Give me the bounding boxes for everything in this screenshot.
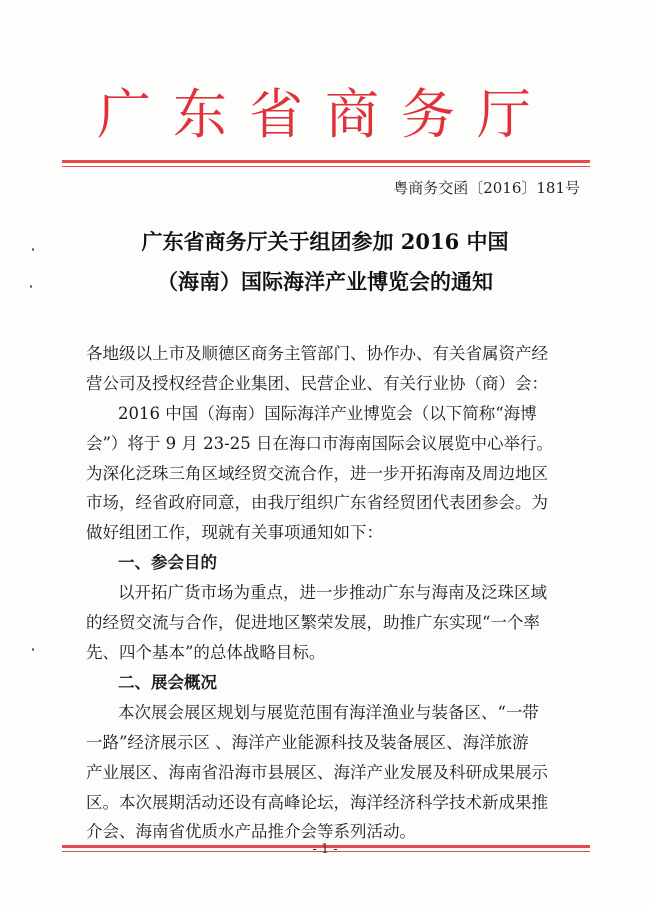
document-title-line-2: （海南）国际海洋产业博览会的通知 (157, 269, 493, 294)
scan-speck (32, 248, 34, 251)
body-line: 本次展会展区规划与展览范围有海洋渔业与装备区、“一带 (118, 703, 539, 722)
body-line: 各地级以上市及顺德区商务主管部门、协作办、有关省属资产经 (86, 344, 548, 363)
letterhead-org-name: 广东省商务厅 (97, 83, 553, 146)
body-line: 产业展区、海南省沿海市县展区、海洋产业发展及科研成果展示 (86, 763, 548, 782)
body-line: 的经贸交流与合作，促进地区繁荣发展，助推广东实现“一个率 (86, 613, 540, 632)
letterhead-rule-thick (62, 160, 590, 163)
body-line: 会”）将于 9 月 23-25 日在海口市海南国际会议展览中心举行。 (86, 434, 553, 453)
body-line: 为深化泛珠三角区域经贸交流合作，进一步开拓海南及周边地区 (86, 464, 548, 483)
body-line: 介会、海南省优质水产品推介会等系列活动。 (86, 822, 416, 841)
body-line: 以开拓广货市场为重点，进一步推动广东与海南及泛珠区域 (118, 583, 547, 602)
body-line: 一路”经济展示区 、海洋产业能源科技及装备展区、海洋旅游 (86, 733, 529, 752)
letterhead-rule-thin (62, 166, 590, 167)
document-title-line-1: 广东省商务厅关于组团参加 2016 中国 (141, 229, 509, 254)
body-line: 先、四个基本”的总体战略目标。 (86, 643, 326, 662)
body-line: 市场，经省政府同意，由我厅组织广东省经贸团代表团参会。为 (86, 493, 548, 512)
body-line: 2016 中国（海南）国际海洋产业博览会（以下简称“海博 (118, 404, 537, 423)
body-line: 区。本次展期活动还设有高峰论坛，海洋经济科学技术新成果推 (86, 793, 548, 812)
scan-speck (30, 285, 32, 288)
document-number: 粤商务交函〔2016〕181号 (393, 179, 580, 197)
scan-speck (32, 648, 34, 651)
body-line: 做好组团工作，现就有关事项通知如下： (86, 523, 383, 542)
body-line: 营公司及授权经营企业集团、民营企业、有关行业协（商）会： (86, 374, 548, 393)
page-number: - 1 - (312, 842, 338, 857)
section-heading-overview: 二、展会概况 (118, 673, 217, 692)
section-heading-purpose: 一、参会目的 (118, 553, 217, 572)
